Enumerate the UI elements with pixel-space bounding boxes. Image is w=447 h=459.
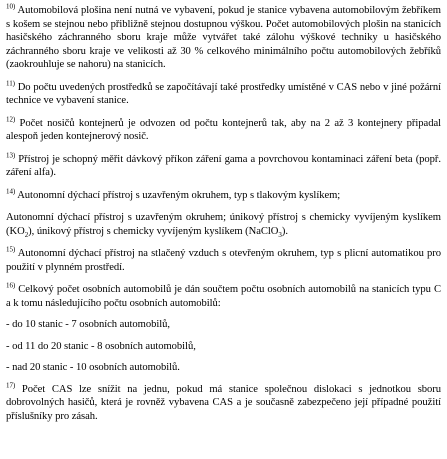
footnote-14-continuation (6, 211, 441, 238)
footnote-text: Do počtu uvedených prostředků se započítávají také prostředky umístěné v CAS nebo v jiné požární technice ve vybavení stanice. (6, 81, 441, 106)
subscript: 2 (24, 230, 29, 239)
list-item: - do 10 stanic - 7 osobních automobilů, (6, 319, 170, 330)
footnote-text-part: ), únikový přístroj s chemicky vyvíjeným kyslíkem (NaClO (28, 225, 279, 237)
footnote-12 (6, 114, 441, 144)
footnote-number: 14) (6, 186, 16, 195)
footnote-number: 11) (6, 78, 15, 87)
footnote-text-part: Autonomní dýchací přístroj s uzavřeným okruhem; únikový přístroj s chemicky vyvíjeným kyslíkem (KO (6, 212, 441, 237)
footnote-14 (6, 186, 441, 203)
footnote-text: Přístroj je schopný měřit dávkový příkon záření gama a povrchovou kontaminaci záření beta (popř. záření alfa). (6, 153, 441, 178)
footnote-16 (6, 283, 441, 310)
footnote-number: 13) (6, 150, 16, 159)
subscript: 3 (278, 230, 282, 239)
list-item: - od 11 do 20 stanic - 8 osobních automobilů, (6, 340, 196, 352)
footnote-10 (6, 4, 441, 72)
footnote-number: 12) (6, 114, 16, 123)
footnote-text: Počet nosičů kontejnerů je odvozen od počtu kontejnerů tak, aby na 2 až 3 kontejnery připadal alespoň jeden kontejnerový nosič. (6, 117, 441, 142)
footnote-number: 15) (6, 245, 16, 254)
footnote-13 (6, 150, 441, 180)
footnote-text: Celkový počet osobních automobilů je dán součtem počtu osobních automobilů na stanicích typu C a k tomu následujícího počtu osobních automobilů: (6, 284, 441, 309)
footnote-text: Automobilová plošina není nutná ve vybavení, pokud je stanice vybavena automobilovým žebříkem s košem se stejnou nebo přibližně stejnou dostupnou výškou. Počet automobilových plošin na stanicích hasičského záchranného sboru kraje může vytvářet také zálohu výškové techniky u hasičského záchranného sboru kraje ve velikosti až 30 % celkového minimálního počtu automobilových žebříků (zaokrouhluje se nahoru) na stanicích. (6, 5, 441, 70)
footnote-text-part: ). (281, 225, 288, 237)
footnote-number: 10) (6, 2, 16, 11)
footnote-text: Počet CAS lze snížit na jednu, pokud má stanice společnou dislokaci s jednotkou sboru dobrovolných hasičů, která je rovněž vybavena CAS a je současně zabezpečeno její případné použití příslušníky pro zásah. (6, 383, 441, 422)
footnote-number: 16) (6, 281, 16, 290)
footnote-11 (6, 78, 441, 108)
footnote-17 (6, 380, 441, 424)
footnote-15 (6, 247, 441, 274)
footnote-text: Autonomní dýchací přístroj na stlačený vzduch s otevřeným okruhem, typ s plicní automatikou pro použití v plynném prostředí. (6, 248, 441, 273)
footnote-text: Autonomní dýchací přístroj s uzavřeným okruhem, typ s tlakovým kyslíkem; (15, 189, 341, 201)
list-item: - nad 20 stanic - 10 osobních automobilů. (6, 362, 180, 373)
footnote-number: 17) (6, 380, 16, 389)
